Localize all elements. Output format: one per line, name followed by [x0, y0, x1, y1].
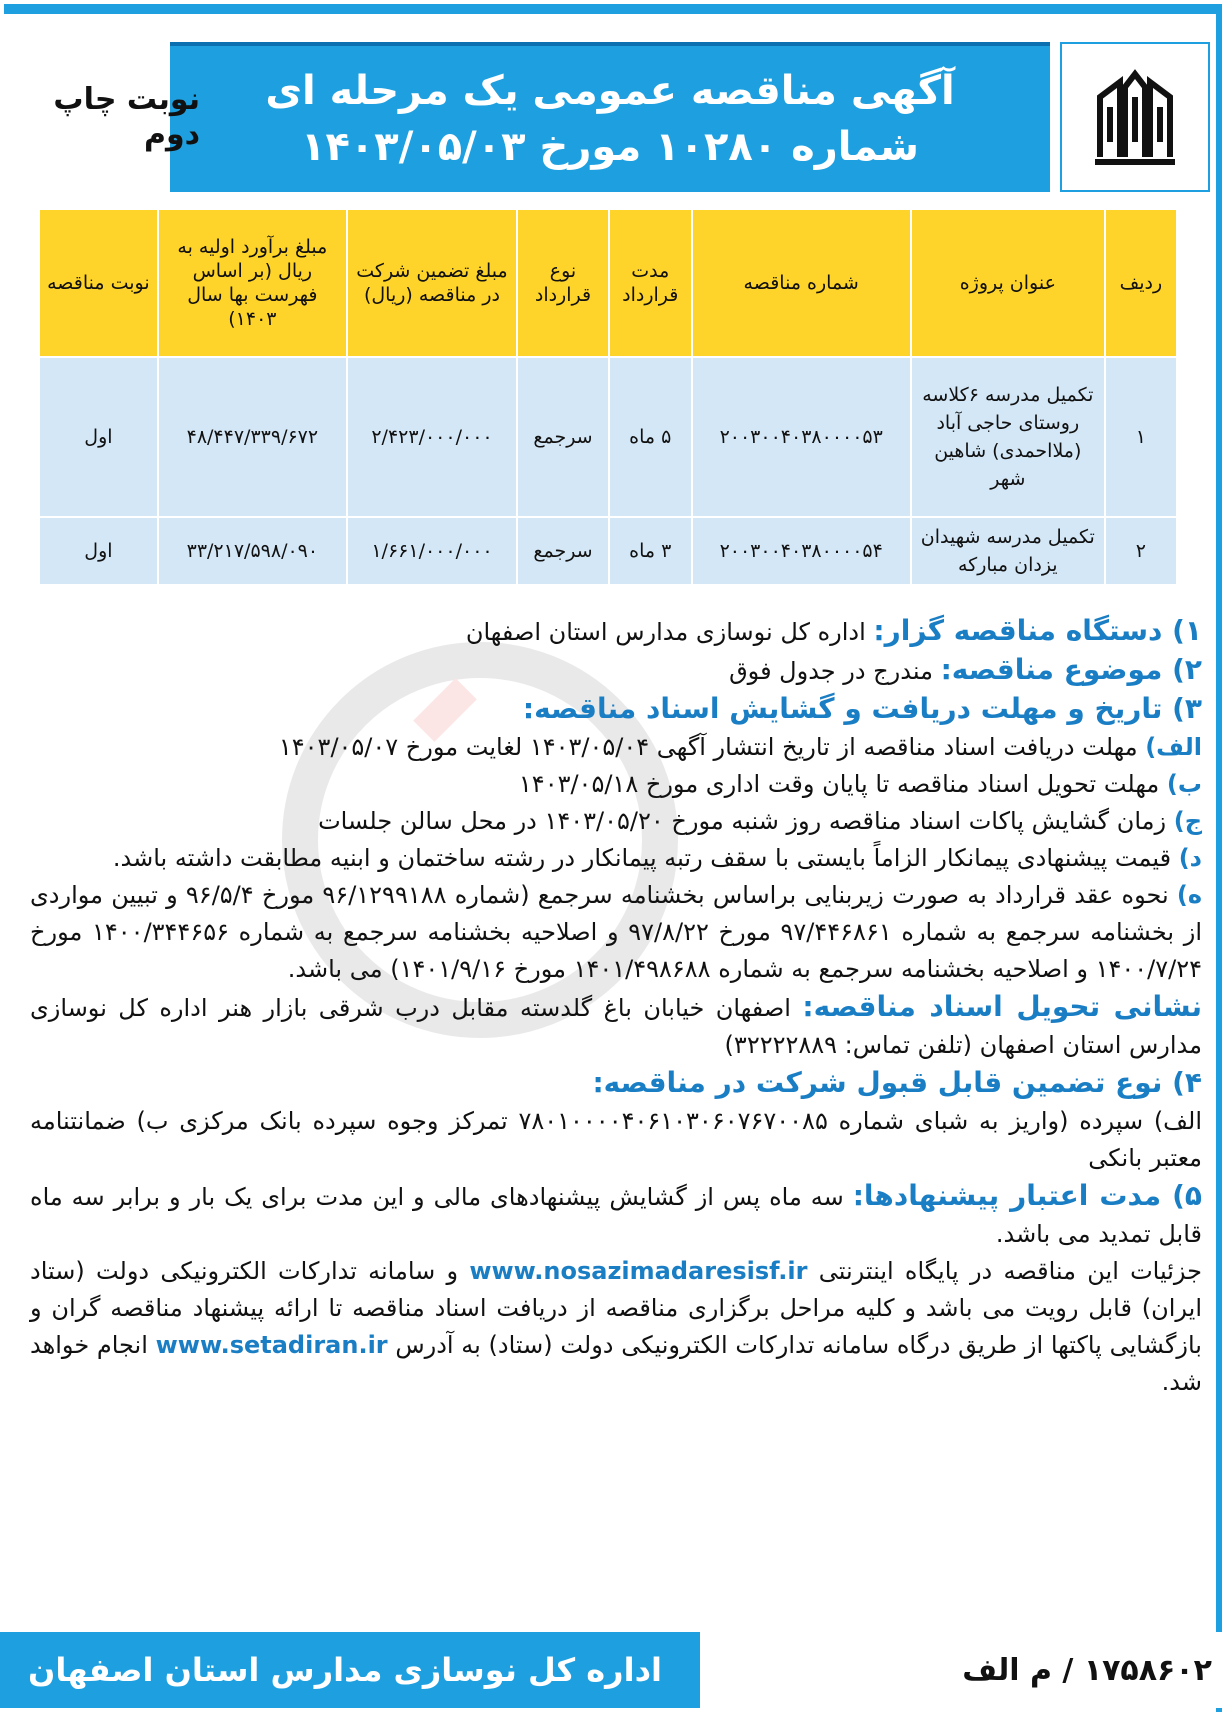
cell-round: اول	[39, 357, 158, 517]
logo	[1060, 42, 1210, 192]
item-a-label: الف)	[1145, 733, 1202, 761]
table-row	[39, 357, 1177, 517]
delivery-address-text: اصفهان خیابان باغ گلدسته مقابل درب شرقی بازار هنر اداره کل نوسازی مدارس استان اصفهان (تلفن تماس: ۳۲۲۲۲۸۸۹)	[30, 994, 1202, 1059]
item-e-text: نحوه عقد قرارداد به صورت زیربنایی براساس بخشنامه سرجمع (شماره ۹۶/۱۲۹۹۱۸۸ مورخ ۹۶/۵/۴ و تبیین مواردی از بخشنامه سرجمع به شماره ۹۷/۴۴۶۸۶۱ مورخ ۹۷/۸/۲۲ و اصلاحیه بخشنامه سرجمع به شماره ۱۴۰۰/۳۴۴۶۵۶ مورخ ۱۴۰۰/۷/۲۴ و اصلاحیه بخشنامه سرجمع به شماره ۱۴۰۱/۴۹۸۶۸۸ مورخ ۱۴۰۱/۹/۱۶) می باشد.	[30, 881, 1202, 983]
title-box	[170, 42, 1050, 192]
item-b-label: ب)	[1166, 770, 1202, 798]
cell-type: سرجمع	[517, 517, 609, 585]
cell-round: اول	[39, 517, 158, 585]
website-link-nosazi[interactable]: www.nosazimadaresisf.ir	[469, 1257, 808, 1285]
item-c-text: زمان گشایش پاکات اسناد مناقصه روز شنبه مورخ ۱۴۰۳/۰۵/۲۰ در محل سالن جلسات	[318, 807, 1174, 835]
col-header-duration: مدت قرارداد	[609, 209, 692, 357]
col-header-round: نوبت مناقصه	[39, 209, 158, 357]
col-header-guarantee: مبلغ تضمین شرکت در مناقصه (ریال)	[347, 209, 517, 357]
organization-emblem-icon	[1080, 62, 1190, 172]
section-1	[30, 612, 1202, 651]
section-4	[30, 1064, 1202, 1103]
item-c	[30, 803, 1202, 840]
cell-guarantee: ۱/۶۶۱/۰۰۰/۰۰۰	[347, 517, 517, 585]
item-a	[30, 729, 1202, 766]
delivery-address	[30, 988, 1202, 1064]
section-3-heading: ۳) تاریخ و مهلت دریافت و گشایش اسناد مناقصه:	[522, 692, 1202, 725]
print-round: نوبت چاپ دوم	[53, 82, 200, 152]
cell-guarantee: ۲/۴۲۳/۰۰۰/۰۰۰	[347, 357, 517, 517]
col-header-type: نوع قرارداد	[517, 209, 609, 357]
col-header-title: عنوان پروژه	[911, 209, 1105, 357]
item-e	[30, 877, 1202, 988]
section-4-heading: ۴) نوع تضمین قابل قبول شرکت در مناقصه:	[592, 1066, 1202, 1099]
cell-duration: ۳ ماه	[609, 517, 692, 585]
item-c-label: ج)	[1173, 807, 1202, 835]
footer-organization: اداره کل نوسازی مدارس استان اصفهان	[0, 1632, 690, 1708]
item-d	[30, 840, 1202, 877]
header	[20, 42, 1210, 202]
table-header-row	[39, 209, 1177, 357]
cell-estimate: ۴۸/۴۴۷/۳۳۹/۶۷۲	[158, 357, 347, 517]
cell-row: ۱	[1105, 357, 1177, 517]
cell-type: سرجمع	[517, 357, 609, 517]
section-2	[30, 651, 1202, 690]
section-4-body: الف) سپرده (واریز به شبای شماره ۷۸۰۱۰۰۰۰۴۰۶۱۰۳۰۶۰۷۶۷۰۰۸۵ تمرکز وجوه سپرده بانک مرکزی ب) ضمانتنامه معتبر بانکی	[30, 1107, 1203, 1172]
final-paragraph	[30, 1253, 1202, 1401]
website-link-setadiran[interactable]: www.setadiran.ir	[155, 1331, 388, 1359]
footer-code: ۱۷۵۸۶۰۲ / م الف	[700, 1632, 1232, 1708]
cell-title: تکمیل مدرسه شهیدان یزدان مبارکه	[911, 517, 1105, 585]
cell-number: ۲۰۰۳۰۰۴۰۳۸۰۰۰۰۵۴	[692, 517, 911, 585]
item-d-text: قیمت پیشنهادی پیمانکار الزاماً بایستی با سقف رتبه پیمانکار در رشته ساختمان و ابنیه مطابقت داشته باشد.	[112, 844, 1179, 872]
section-2-heading: ۲) موضوع مناقصه:	[940, 653, 1202, 686]
item-a-text: مهلت دریافت اسناد مناقصه از تاریخ انتشار آگهی ۱۴۰۳/۰۵/۰۴ لغایت مورخ ۱۴۰۳/۰۵/۰۷	[278, 733, 1146, 761]
col-header-number: شماره مناقصه	[692, 209, 911, 357]
section-3	[30, 690, 1202, 729]
col-header-estimate: مبلغ برآورد اولیه به ریال (بر اساس فهرست بها سال ۱۴۰۳)	[158, 209, 347, 357]
page-title: آگهی مناقصه عمومی یک مرحله ای	[265, 68, 955, 114]
delivery-address-heading: نشانی تحویل اسناد مناقصه:	[802, 990, 1203, 1023]
final-text-1: جزئیات این مناقصه در پایگاه اینترنتی	[807, 1257, 1202, 1285]
col-header-row: ردیف	[1105, 209, 1177, 357]
tender-number-date: شماره ۱۰۲۸۰ مورخ ۱۴۰۳/۰۵/۰۳	[301, 124, 919, 170]
cell-row: ۲	[1105, 517, 1177, 585]
section-1-text: اداره کل نوسازی مدارس استان اصفهان	[465, 618, 874, 646]
final-text-3: انجام خواهد شد.	[30, 1331, 1202, 1396]
tender-table	[38, 208, 1178, 586]
section-1-heading: ۱) دستگاه مناقصه گزار:	[873, 614, 1202, 647]
section-5	[30, 1177, 1202, 1253]
table-row	[39, 517, 1177, 585]
final-text-2: و سامانه تدارکات الکترونیکی دولت (ستاد ایران) قابل رویت می باشد و کلیه مراحل برگزاری مناقصه از دریافت اسناد مناقصه تا ارائه پیشنهاد مناقصه گران و بازگشایی پاکتها از طریق درگاه سامانه تدارکات الکترونیکی دولت (ستاد) به آدرس	[30, 1257, 1202, 1359]
cell-title: تکمیل مدرسه ۶کلاسه روستای حاجی آباد (ملااحمدی) شاهین شهر	[911, 357, 1105, 517]
item-b	[30, 766, 1202, 803]
section-5-heading: ۵) مدت اعتبار پیشنهادها:	[852, 1179, 1203, 1212]
section-2-text: مندرج در جدول فوق	[729, 657, 941, 685]
section-5-text: سه ماه پس از گشایش پیشنهادهای مالی و این مدت برای یک بار و برابر سه ماه قابل تمدید می باشد.	[30, 1183, 1202, 1248]
cell-estimate: ۳۳/۲۱۷/۵۹۸/۰۹۰	[158, 517, 347, 585]
item-e-label: ه)	[1176, 881, 1203, 909]
cell-duration: ۵ ماه	[609, 357, 692, 517]
cell-number: ۲۰۰۳۰۰۴۰۳۸۰۰۰۰۵۳	[692, 357, 911, 517]
notice-body	[30, 612, 1202, 1401]
item-b-text: مهلت تحویل اسناد مناقصه تا پایان وقت اداری مورخ ۱۴۰۳/۰۵/۱۸	[518, 770, 1167, 798]
item-d-label: د)	[1178, 844, 1202, 872]
